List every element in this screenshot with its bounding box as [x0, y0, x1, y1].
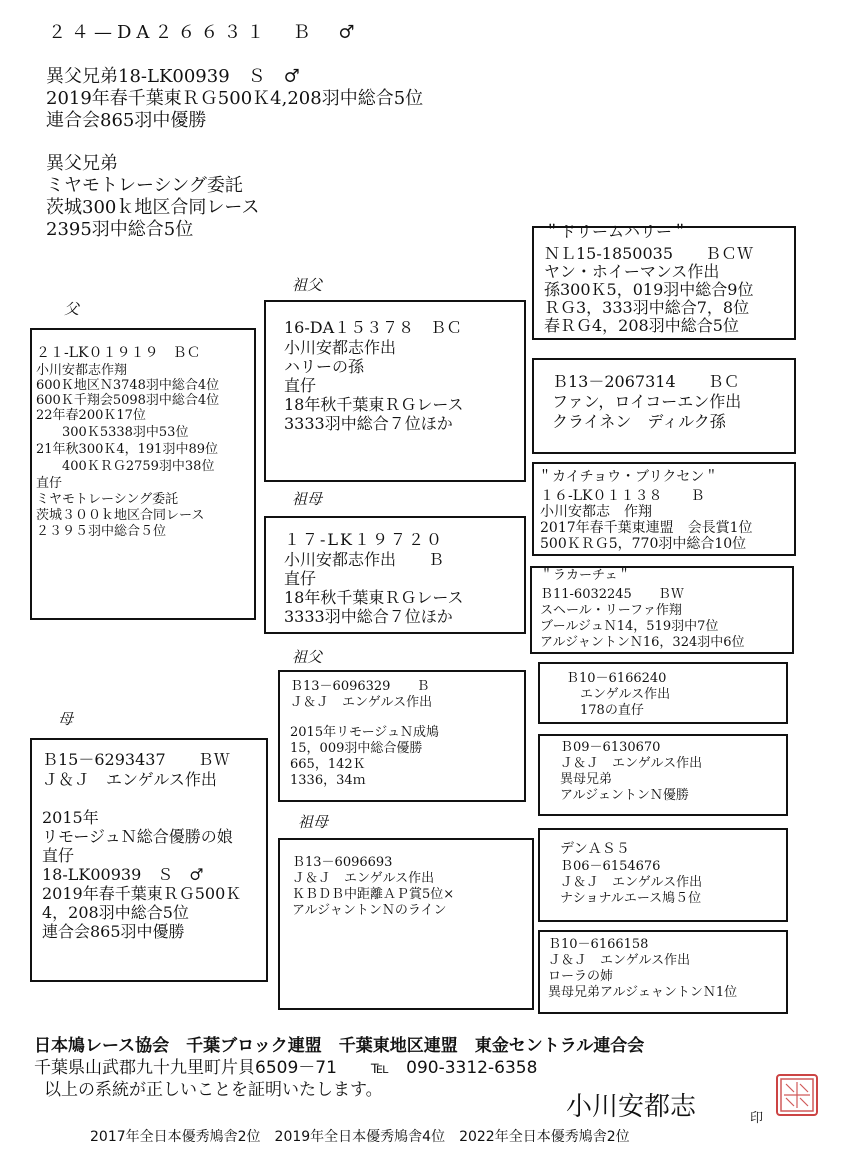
great-grandparent-box-1: [532, 222, 796, 340]
great-grandparent-box-6: [538, 734, 788, 816]
sire-line-4: 600Ｋ千翔会5098羽中総合4位: [36, 393, 220, 408]
dam-line-8: 2019年春千葉東ＲＧ500Ｋ: [42, 884, 242, 903]
ggp1-line-6: 春ＲＧ4，208羽中総合5位: [544, 316, 739, 335]
great-grandparent-box-2: [532, 358, 796, 454]
sire-line-5: 22年春200Ｋ17位: [36, 408, 146, 423]
seal-pattern-icon: [778, 1076, 816, 1114]
ggp6-line-1: Ｂ09－6130670: [560, 740, 661, 755]
half-sibling-1-line-2: 2019年春千葉東ＲＧ500Ｋ4,208羽中総合5位: [46, 88, 424, 109]
ggp6-line-2: Ｊ＆Ｊ エンゲルス作出: [560, 756, 703, 771]
dam-line-2: Ｊ＆Ｊ エンゲルス作出: [42, 770, 217, 789]
ggp2-line-3: クライネン ディルク孫: [552, 412, 726, 431]
great-grandparent-box-8: [538, 930, 788, 1014]
sire-line-12: ２３９５羽中総合５位: [36, 524, 167, 539]
ggp3-line-5: 500ＫＲＧ5，770羽中総合10位: [540, 536, 747, 552]
sire-line-2: 小川安都志作翔: [36, 363, 128, 378]
mgd-line-3: ＫＢＤＢ中距離ＡＰ賞5位×: [292, 887, 455, 902]
ring-number-title: ２４—DA２６６３１ Ｂ ♂: [48, 22, 360, 43]
ggp8-line-3: ローラの姉: [548, 969, 614, 984]
great-grandparent-box-4: [530, 566, 794, 654]
sire-box: [30, 328, 256, 620]
breeder-address-phone: 千葉県山武郡九十九里町片貝6509－71 ℡ 090-3312-6358: [34, 1058, 538, 1078]
half-sibling-2-line-2: ミヤモトレーシング委託: [46, 175, 243, 196]
ggp1-line-3: ヤン・ホイーマンス作出: [544, 262, 720, 281]
half-sibling-1-line-3: 連合会865羽中優勝: [46, 110, 207, 131]
pgs-line-1: 16-DA１５３７８ ＢＣ: [284, 318, 463, 337]
maternal-granddam-box: [278, 838, 534, 1010]
ggp7-line-3: Ｊ＆Ｊ エンゲルス作出: [560, 875, 703, 890]
dam-line-4: 2015年: [42, 808, 99, 827]
award-history: 2017年全日本優秀鳩舎2位 2019年全日本優秀鳩舎4位 2022年全日本優秀鳩舎2位: [90, 1129, 630, 1145]
pgs-line-4: 直仔: [284, 376, 317, 395]
ggp2-line-2: ファン，ロイコーエン作出: [552, 392, 742, 411]
mgs-line-7: 1336，34ｍ: [290, 773, 366, 788]
paternal-grandsire-box: [264, 300, 526, 482]
grandmother-label-1: 祖母: [292, 490, 323, 508]
sire-line-7: 21年秋300Ｋ4，191羽中89位: [36, 442, 218, 457]
grandfather-label-1: 祖父: [292, 276, 323, 294]
dam-line-9: 4，208羽中総合5位: [42, 903, 189, 922]
sire-line-11: 茨城３００ｋ地区合同レース: [36, 508, 205, 523]
half-sibling-2-line-1: 異父兄弟: [46, 153, 118, 174]
ggp3-line-4: 2017年春千葉東連盟 会長賞1位: [540, 520, 753, 536]
pgd-line-2: 小川安都志作出 Ｂ: [284, 550, 445, 569]
dam-line-6: 直仔: [42, 846, 75, 865]
mgd-line-4: アルジャントンＮのライン: [292, 903, 447, 918]
ggp8-line-4: 異母兄弟アルジェャントンＮ1位: [548, 985, 738, 1000]
ggp8-line-1: Ｂ10－6166158: [548, 937, 649, 952]
ggp6-line-4: アルジェントンＮ優勝: [560, 788, 689, 803]
ggp6-line-3: 異母兄弟: [560, 772, 613, 787]
paternal-granddam-box: [264, 516, 526, 634]
pgs-line-3: ハリーの孫: [284, 357, 365, 376]
half-sibling-2-line-3: 茨城300ｋ地区合同レース: [46, 197, 260, 218]
pgd-line-5: 3333羽中総合７位ほか: [284, 607, 453, 626]
ggp2-line-1: Ｂ13－2067314 ＢＣ: [552, 372, 740, 391]
ggp1-line-5: ＲＧ3，333羽中総合7，8位: [544, 298, 750, 317]
half-sibling-1-line-1: 異父兄弟18-LK00939 Ｓ ♂: [46, 66, 300, 87]
ggp8-line-2: Ｊ＆Ｊ エンゲルス作出: [548, 953, 691, 968]
dam-line-10: 連合会865羽中優勝: [42, 922, 185, 941]
great-grandparent-box-7: [538, 828, 788, 922]
ggp1-line-2: ＮＬ15-1850035 ＢＣＷ: [544, 244, 754, 263]
dam-line-7: 18-LK00939 Ｓ ♂: [42, 865, 204, 884]
sire-line-8: 400ＫＲＧ2759羽中38位: [36, 459, 215, 474]
seal-mark: 印: [750, 1111, 764, 1126]
ggp5-line-2: エンゲルス作出: [580, 687, 671, 702]
breeder-signature: 小川安都志: [566, 1092, 697, 1122]
mgs-line-6: 665，142Ｋ: [290, 757, 366, 772]
ggp3-line-1: ＂カイチョウ・ブリクセン＂: [538, 469, 719, 485]
ggp1-line-4: 孫300Ｋ5，019羽中総合9位: [544, 280, 754, 299]
maternal-grandsire-box: [278, 670, 526, 802]
pgd-line-3: 直仔: [284, 569, 317, 588]
sire-line-6: 300Ｋ5338羽中53位: [36, 425, 189, 440]
ggp4-line-3: スヘール・リーファ作翔: [540, 603, 682, 618]
great-grandparent-box-3: [532, 462, 796, 556]
mgs-line-2: Ｊ＆Ｊ エンゲルス作出: [290, 695, 433, 710]
grandmother-label-2: 祖母: [298, 813, 329, 831]
ggp7-line-4: ナショナルエース鳩５位: [560, 891, 702, 906]
pgs-line-2: 小川安都志作出: [284, 338, 397, 357]
dam-line-5: リモージュＮ総合優勝の娘: [42, 827, 233, 846]
red-seal-stamp: [776, 1074, 818, 1116]
ggp3-line-3: 小川安都志 作翔: [540, 504, 652, 520]
ggp4-line-2: Ｂ11-6032245 ＢＷ: [540, 587, 684, 602]
father-label: 父: [64, 300, 80, 318]
ggp4-line-1: ＂ラカーチェ＂: [540, 568, 631, 583]
mgs-line-5: 15，009羽中総合優勝: [290, 741, 423, 756]
great-grandparent-box-5: [538, 662, 788, 724]
pgd-line-1: １７-LK１９７２０: [284, 530, 444, 549]
ggp4-line-5: アルジャントンＮ16，324羽中6位: [540, 635, 745, 650]
mgd-line-2: Ｊ＆Ｊ エンゲルス作出: [292, 871, 435, 886]
sire-line-9: 直仔: [36, 476, 63, 491]
pgs-line-5: 18年秋千葉東ＲＧレース: [284, 395, 464, 414]
mgs-line-4: 2015年リモージュＮ成鳩: [290, 725, 440, 740]
pgd-line-4: 18年秋千葉東ＲＧレース: [284, 588, 464, 607]
ggp5-line-1: Ｂ10－6166240: [566, 671, 667, 686]
sire-line-3: 600Ｋ地区Ｎ3748羽中総合4位: [36, 378, 220, 393]
half-sibling-2-line-4: 2395羽中総合5位: [46, 219, 194, 240]
dam-box: [30, 738, 268, 982]
mother-label: 母: [58, 710, 74, 728]
sire-line-1: ２１-LK０１９１９ ＢＣ: [36, 345, 201, 361]
pgs-line-6: 3333羽中総合７位ほか: [284, 414, 453, 433]
sire-line-10: ミヤモトレーシング委託: [36, 492, 179, 507]
ggp4-line-4: ブールジュＮ14，519羽中7位: [540, 619, 719, 634]
ggp7-line-2: Ｂ06－6154676: [560, 859, 661, 874]
mgs-line-1: Ｂ13－6096329 Ｂ: [290, 679, 430, 694]
organization-list: 日本鳩レース協会 千葉ブロック連盟 千葉東地区連盟 東金セントラル連合会: [34, 1036, 645, 1056]
certification-statement: 以上の系統が正しいことを証明いたします。: [44, 1080, 383, 1100]
ggp1-line-1: ＂ドリームハリー＂: [544, 222, 689, 241]
ggp3-line-2: １６-LK０１１３８ Ｂ: [540, 488, 705, 504]
grandfather-label-2: 祖父: [292, 648, 323, 666]
ggp5-line-3: 178の直仔: [580, 703, 644, 718]
ggp7-line-1: デンＡＳ５: [560, 841, 630, 857]
mgd-line-1: Ｂ13－6096693: [292, 855, 393, 870]
dam-line-1: Ｂ15－6293437 ＢＷ: [42, 750, 230, 769]
